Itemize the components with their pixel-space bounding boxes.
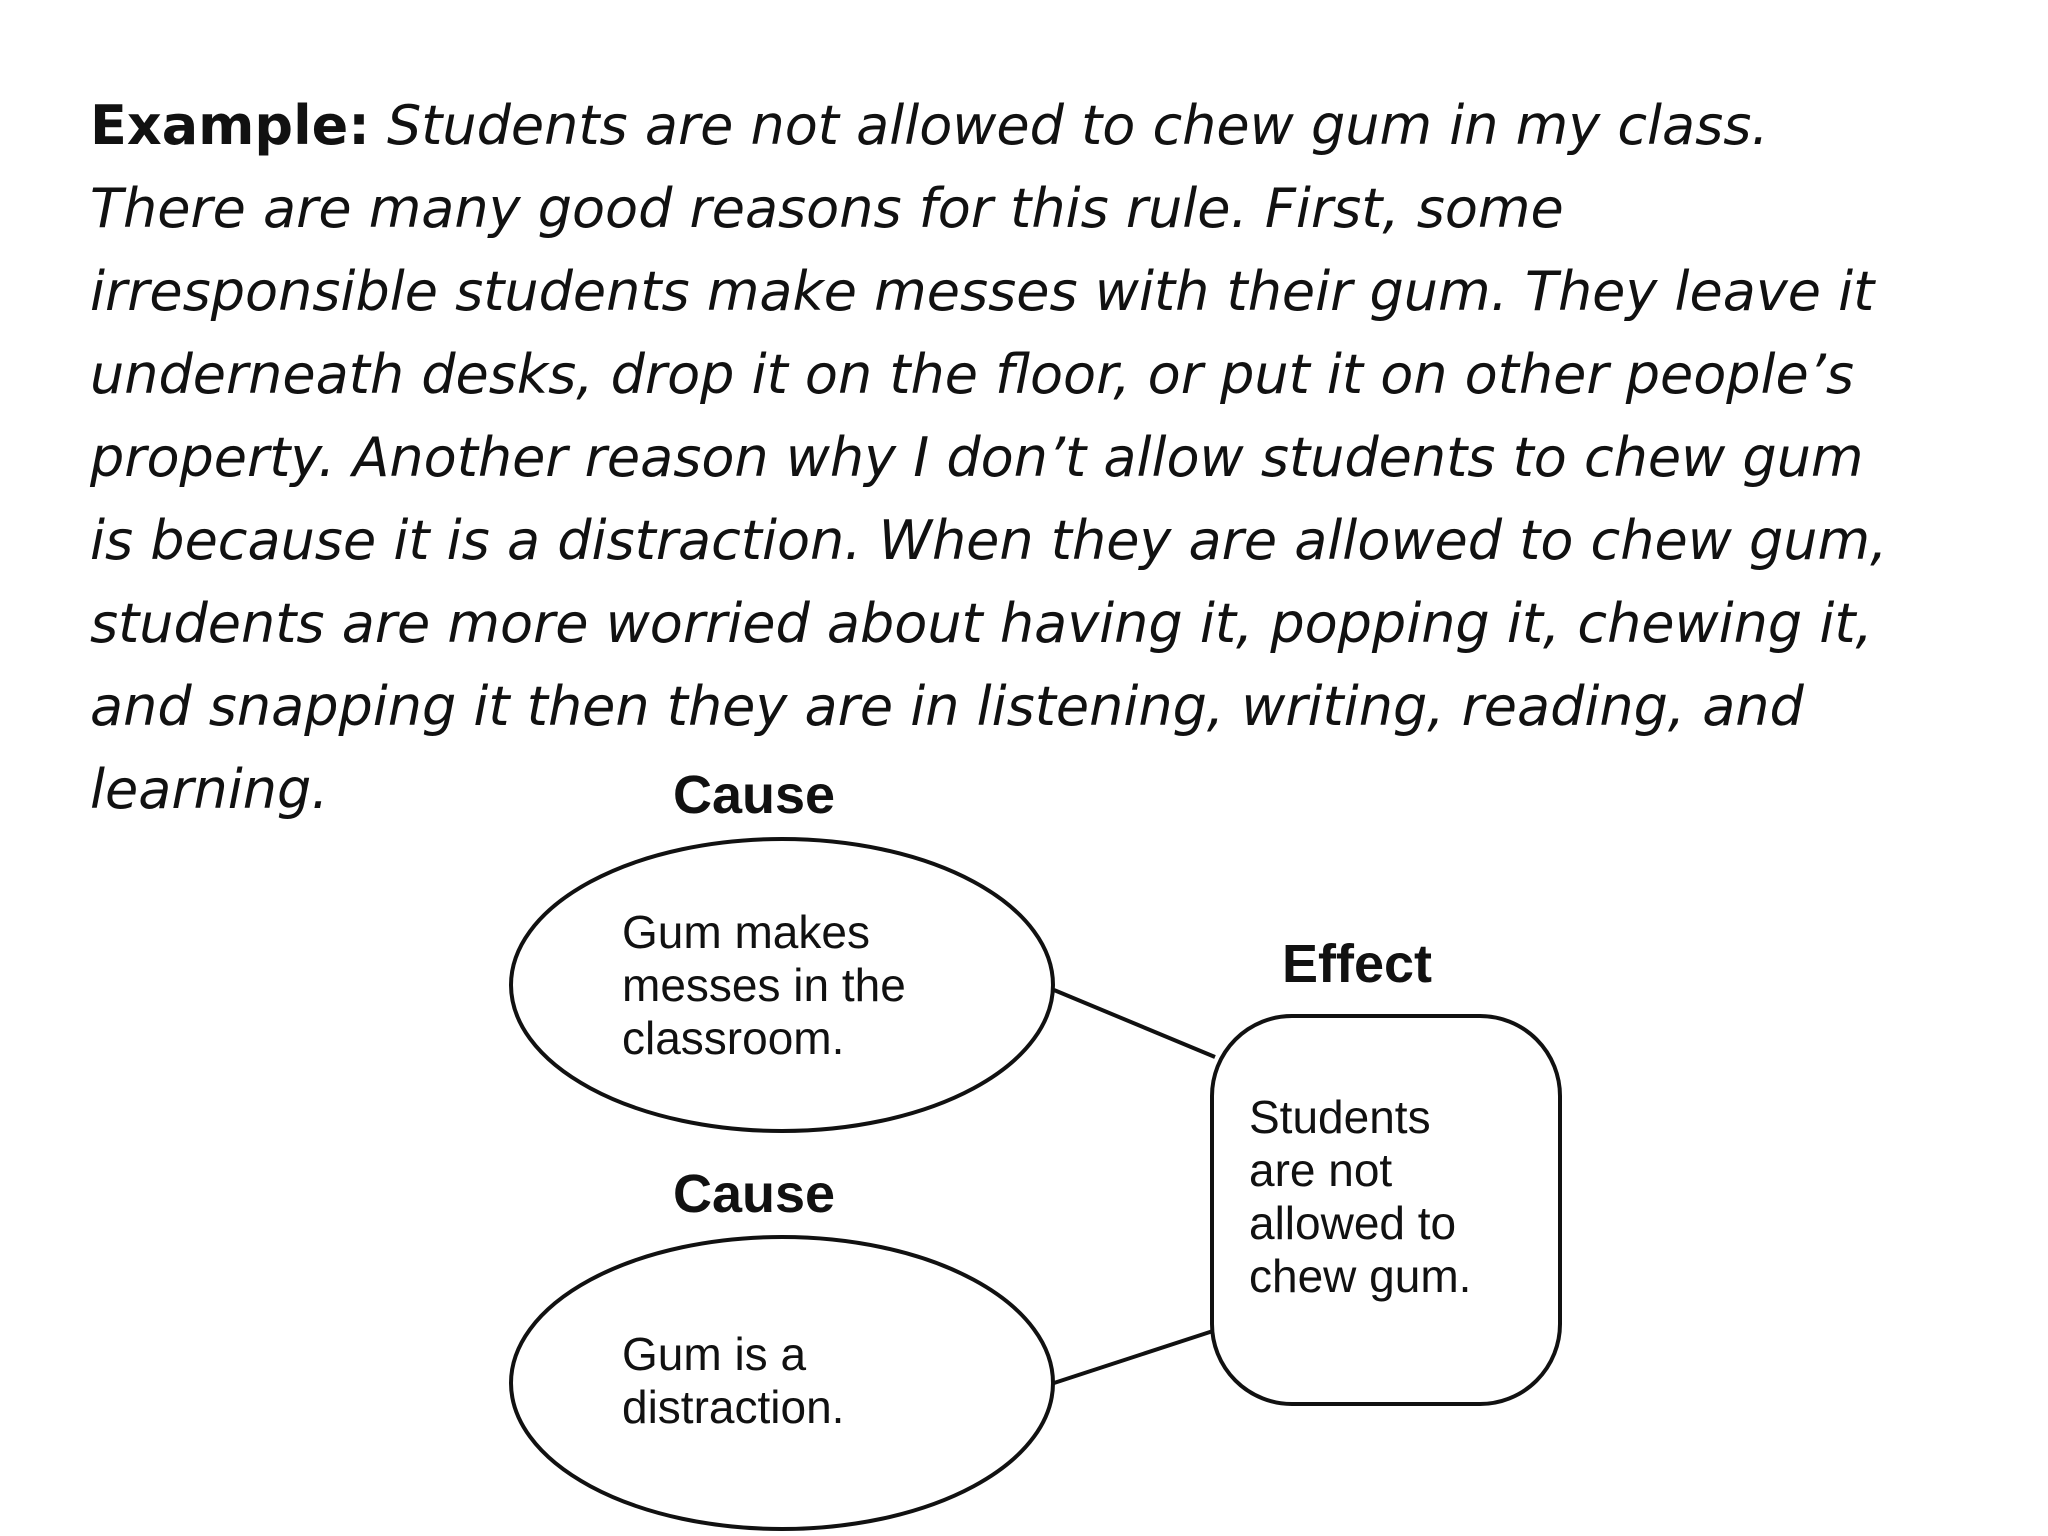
cause-2-line: Gum is a xyxy=(622,1328,807,1380)
cause-1-text xyxy=(622,906,906,1065)
paragraph-line-5: property. Another reason why I don’t allow students to chew gum xyxy=(90,426,1864,489)
paragraph-text: Students are not allowed to chew gum in my class. xyxy=(386,94,1769,157)
effect-line: Students xyxy=(1249,1091,1431,1143)
effect-line: allowed to xyxy=(1249,1197,1457,1249)
effect-label: Effect xyxy=(1282,934,1433,994)
connector-cause-2 xyxy=(1054,1331,1213,1383)
paragraph-line-8: and snapping it then they are in listening, writing, reading, and xyxy=(90,675,1804,738)
paragraph-line-9: learning. xyxy=(90,758,329,821)
example-lead: Example: xyxy=(90,94,370,157)
paragraph-line-7: students are more worried about having it, popping it, chewing it, xyxy=(90,592,1873,655)
effect-line: are not xyxy=(1249,1144,1393,1196)
cause-1-line: messes in the xyxy=(622,959,906,1011)
effect-text xyxy=(1249,1091,1471,1303)
cause-1-line: Gum makes xyxy=(622,906,870,958)
effect-line: chew gum. xyxy=(1249,1250,1472,1302)
cause-2-text xyxy=(622,1328,844,1434)
cause-1-line: classroom. xyxy=(622,1012,845,1064)
cause-1-label: Cause xyxy=(673,765,836,825)
cause-2-label: Cause xyxy=(673,1164,836,1224)
paragraph-line-4: underneath desks, drop it on the floor, or put it on other people’s xyxy=(90,343,1855,406)
paragraph-line-6: is because it is a distraction. When they are allowed to chew gum, xyxy=(90,509,1888,572)
paragraph-line-3: irresponsible students make messes with their gum. They leave it xyxy=(90,260,1875,323)
cause-2-line: distraction. xyxy=(622,1381,845,1433)
connector-cause-1 xyxy=(1054,990,1215,1057)
paragraph-line-2: There are many good reasons for this rule. First, some xyxy=(90,177,1564,240)
